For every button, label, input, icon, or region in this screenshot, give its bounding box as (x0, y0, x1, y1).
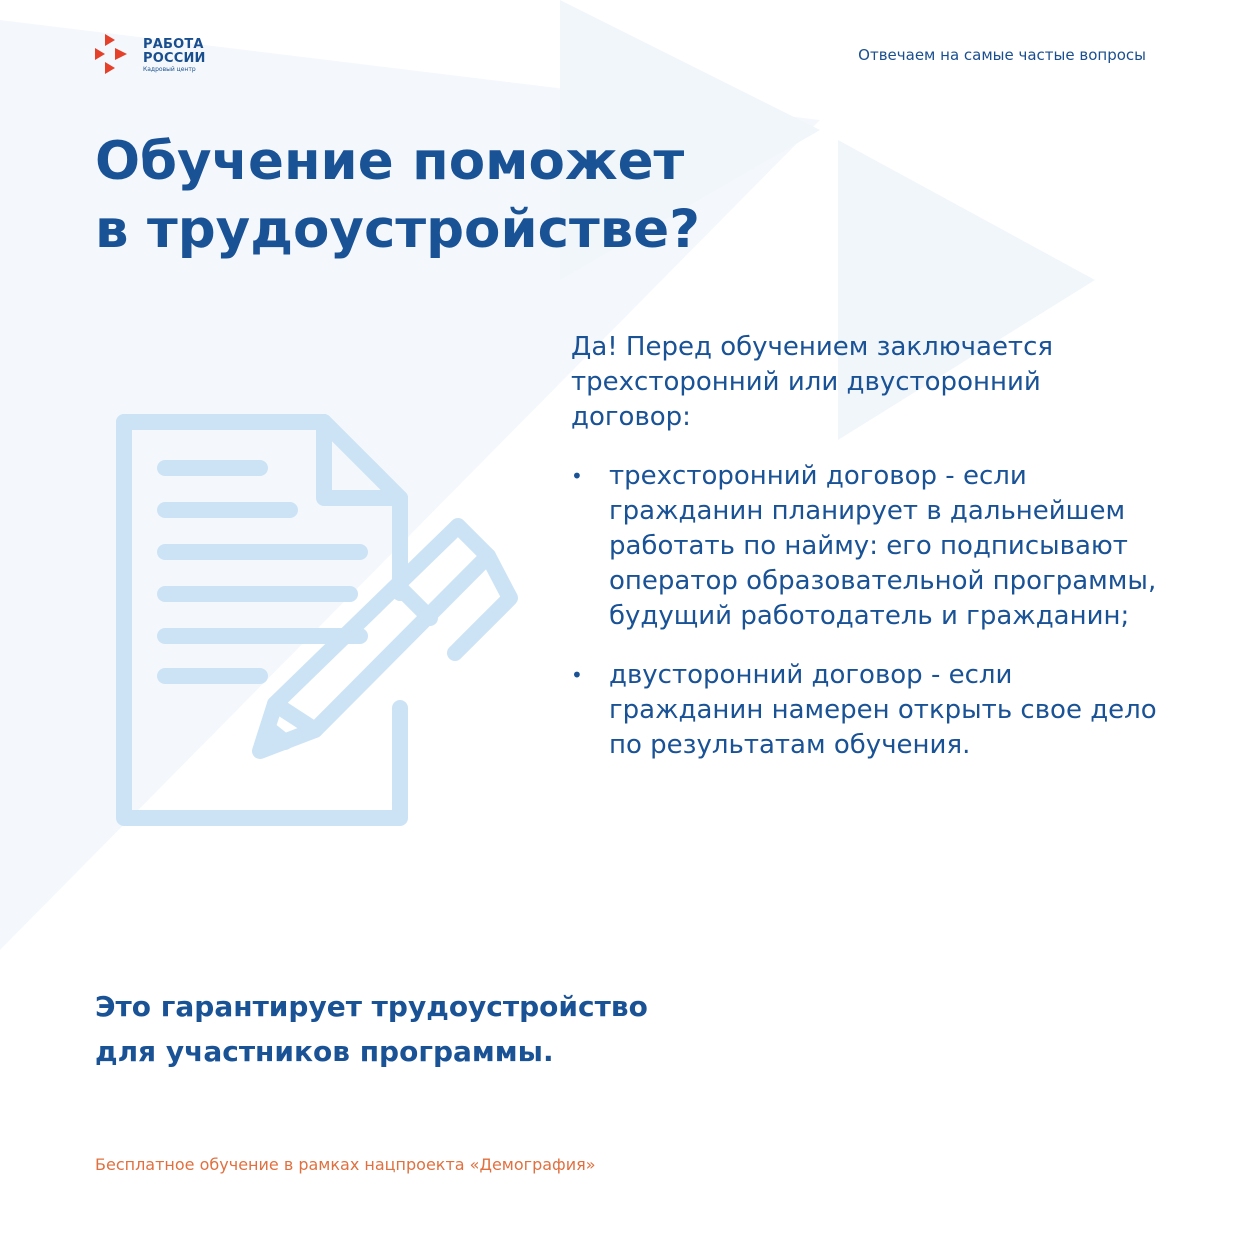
page-title (95, 128, 700, 264)
conclusion (95, 984, 648, 1074)
logo-mark-icon (93, 32, 137, 76)
bullet-dot-icon: • (571, 464, 583, 488)
conclusion-line-2: для участников программы. (95, 1035, 554, 1068)
title-line-1: Обучение поможет (95, 131, 685, 192)
bullet-item-bilateral (571, 658, 1161, 763)
logo (93, 32, 206, 76)
bullet-dot-icon: • (571, 663, 583, 687)
answer-bullets (571, 459, 1161, 763)
answer-block (571, 330, 1161, 787)
logo-line-2: РОССИИ (143, 51, 206, 66)
header-caption: Отвечаем на самые частые вопросы (858, 46, 1146, 64)
bullet-text: трехсторонний договор - если гражданин планирует в дальнейшем работать по найму: его подписывают оператор образовательной программы, будущий работодатель и гражданин; (609, 461, 1157, 631)
logo-subtitle: Кадровый центр (143, 66, 196, 73)
logo-line-1: РАБОТА (143, 37, 204, 52)
title-line-2: в трудоустройстве? (95, 199, 700, 260)
bullet-item-tripartite (571, 459, 1161, 634)
document-with-pen-icon (110, 408, 530, 833)
answer-intro: Да! Перед обучением заключается трехсторонний или двусторонний договор: (571, 332, 1054, 432)
conclusion-line-1: Это гарантирует трудоустройство (95, 990, 648, 1023)
bullet-text: двусторонний договор - если гражданин намерен открыть свое дело по результатам обучения. (609, 660, 1157, 760)
footer-note: Бесплатное обучение в рамках нацпроекта «Демография» (95, 1155, 596, 1174)
